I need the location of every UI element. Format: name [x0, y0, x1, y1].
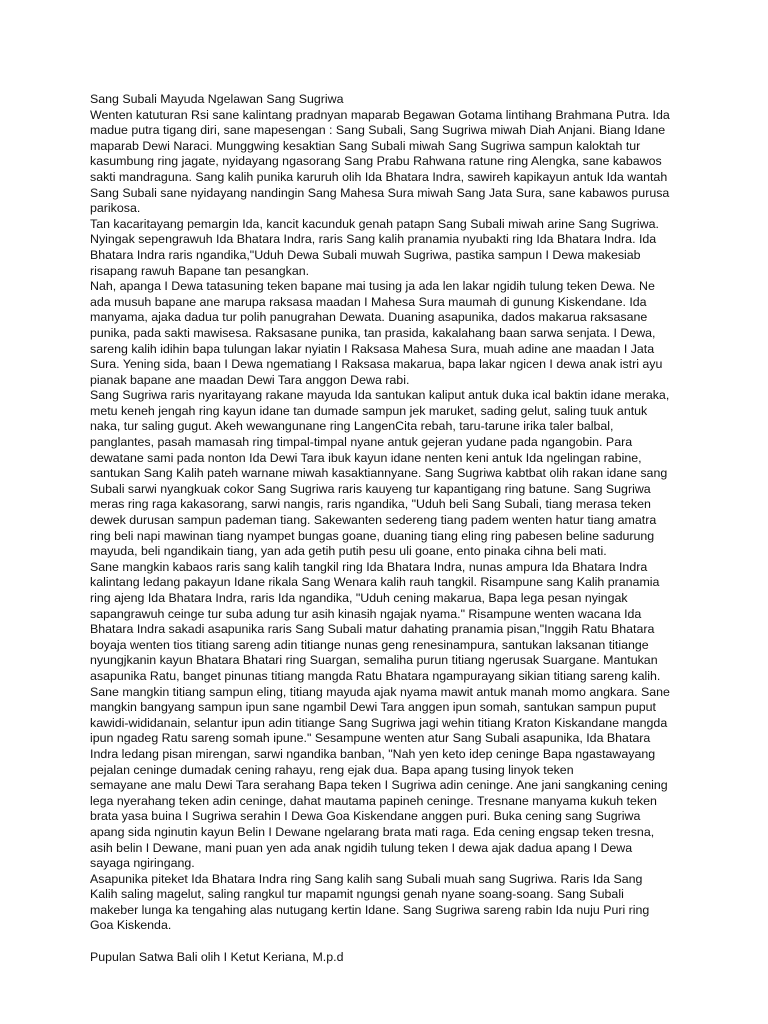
- paragraph-3: Nah, apanga I Dewa tatasuning teken bapane mai tusing ja ada len lakar ngidih tulung teken Dewa. Ne ada musuh bapane ane marupa raksasa maadan I Mahesa Sura maumah di gunung Kiskendane. Ida manyama, ajaka dadua tur polih panugrahan Dewata. Duaning asapunika, dados makarua raksasane punika, pada sakti mawisesa. Raksasane punika, tan prasida, kakalahang baan sarwa senjata. I Dewa, sareng kalih idihin bapa tulungan lakar nyiatin I Raksasa Mahesa Sura, muah adine ane maadan I Jata Sura. Yening sida, baan I Dewa ngematiang I Raksasa makarua, bapa lakar ngicen I dewa anak istri ayu pianak bapane ane maadan Dewi Tara anggon Dewa rabi.: [90, 279, 663, 387]
- document-page: [90, 92, 690, 965]
- paragraph-2: Tan kacaritayang pemargin Ida, kancit kacunduk genah patapn Sang Subali miwah arine Sang Sugriwa. Nyingak sepengrawuh Ida Bhatara Indra, raris Sang kalih pranamia nyubakti ring Ida Bhatara Indra. Ida Bhatara Indra raris ngandika,"Uduh Dewa Subali muwah Sugriwa, pastika sampun I Dewa makesiab risapang rawuh Bapane tan pesangkan.: [90, 216, 659, 278]
- document-title: Sang Subali Mayuda Ngelawan Sang Sugriwa: [90, 92, 344, 106]
- paragraph-1: Wenten katuturan Rsi sane kalintang pradnyan maparab Begawan Gotama lintihang Brahmana Putra. Ida madue putra tigang diri, sane mapesengan : Sang Subali, Sang Sugriwa miwah Diah Anjani. Biang Idane maparab Dewi Naraci. Munggwing kesaktian Sang Subali miwah Sang Sugriwa sampun kaloktah tur kasumbung ring jagate, nyidayang ngasorang Sang Prabu Rahwana ratune ring Alengka, sane kabawos sakti mandraguna. Sang kalih punika karuruh olih Ida Bhatara Indra, sawireh kapikayun antuk Ida wantah Sang Subali sane nyidayang nandingin Sang Mahesa Sura miwah Sang Jata Sura, sane kabawos purusa parikosa.: [90, 107, 670, 216]
- paragraph-6: Asapunika piteket Ida Bhatara Indra ring Sang kalih sang Subali muah sang Sugriwa. Raris Ida Sang Kalih saling magelut, saling rangkul tur mapamit ngungsi genah nyane soang-soang. Sang Subali makeber lunga ka tengahing alas nutugang kertin Idane. Sang Sugriwa sareng rabin Ida nuju Puri ring Goa Kiskenda.: [90, 871, 650, 933]
- paragraph-4: Sang Sugriwa raris nyaritayang rakane mayuda Ida santukan kaliput antuk duka ical baktin idane meraka, metu keneh jengah ring kayun idane tan dumade sampun jek maruket, sading gelut, saling tuuk antuk naka, tur saling gugut. Akeh wewangunane ring LangenCita rebah, taru-tarune irika taler balbal, panglantes, pasah mamasah ring timpal-timpal nyane antuk gejeran yudane pada ngangobin. Para dewatane sami pada nonton Ida Dewi Tara ibuk kayun idane nenten keni antuk Ida ngelingan rabine, santukan Sang Kalih pateh warnane miwah kasaktiannyane. Sang Sugriwa kabtbat olih rakan idane sang Subali sarwi nyangkuak cokor Sang Sugriwa raris kauyeng tur kapantigang ring batune. Sang Sugriwa meras ring raga kakasorang, sarwi nangis, raris ngandika, "Uduh beli Sang Subali, tiang merasa teken dewek durusan sampun pademan tiang. Sakewanten sedereng tiang padem wenten hatur tiang amatra ring beli napi mawinan tiang nyampet bungas goane, duaning tiang eling ring pabesen beline sadurung mayuda, beli ngandikain tiang, yan ada getih putih pesu uli goane, ento pinaka cihna beli mati.: [90, 388, 670, 559]
- blank-line: [90, 934, 690, 950]
- paragraph-5: Sane mangkin kabaos raris sang kalih tangkil ring Ida Bhatara Indra, nunas ampura Ida Bhatara Indra kalintang ledang pakayun Idane rikala Sang Wenara kalih rauh tangkil. Risampune sang Kalih pranamia ring ajeng Ida Bhatara Indra, raris Ida ngandika, "Uduh cening makarua, Bapa lega pesan nyingak sapangrawuh ceinge tur suba adung tur asih kinasih ngajak nyama." Risampune wenten wacana Ida Bhatara Indra sakadi asapunika raris Sang Subali matur dahating pranamia pisan,"Inggih Ratu Bhatara boyaja wenten tios titiang sareng adin titiange nunas geng renesinampura, santukan laksanan titiange nyungjkanin kayun Bhatara Bhatari ring Suargan, semaliha purun titiang ngerusak Suargane. Mantukan asapunika Ratu, banget pinunas titiang mangda Ratu Bhatara ngampurayang sikian titiang sareng kalih. Sane mangkin titiang sampun eling, titiang mayuda ajak nyama mawit antuk manah momo angkara. Sane mangkin bangyang sampun ipun sane ngambil Dewi Tara anggen ipun somah, santukan sampun puput kawidi-wididanain, selantur ipun adin titiange Sang Sugriwa jagi wehin titiang Kraton Kiskandane mangda ipun ngadeg Ratu sareng somah ipune." Sesampune wenten atur Sang Subali asapunika, Ida Bhatara Indra ledang pisan mirengan, sarwi ngandika banban, "Nah yen keto idep ceninge Bapa ngastawayang pejalan ceninge dumadak cening rahayu, reng ejak dua. Bapa apang tusing linyok teken semayane ane malu Dewi Tara serahang Bapa teken I Sugriwa adin ceninge. Ane jani sangkaning cening lega nyerahang teken adin ceninge, dahat mautama papineh ceninge. Tresnane manyama kukuh teken brata yasa buina I Sugriwa serahin I Dewa Goa Kiskendane anggen puri. Buka cening sang Sugriwa apang sida nginutin kayun Belin I Dewane ngelarang brata mati raga. Eda cening engsap teken tresna, asih belin I Dewane, mani puan yen ada anak ngidih tulung teken I dewa ajak dadua apang I Dewa sayaga ngiringang.: [90, 559, 670, 871]
- document-footer: Pupulan Satwa Bali olih I Ketut Keriana, M.p.d: [90, 949, 344, 964]
